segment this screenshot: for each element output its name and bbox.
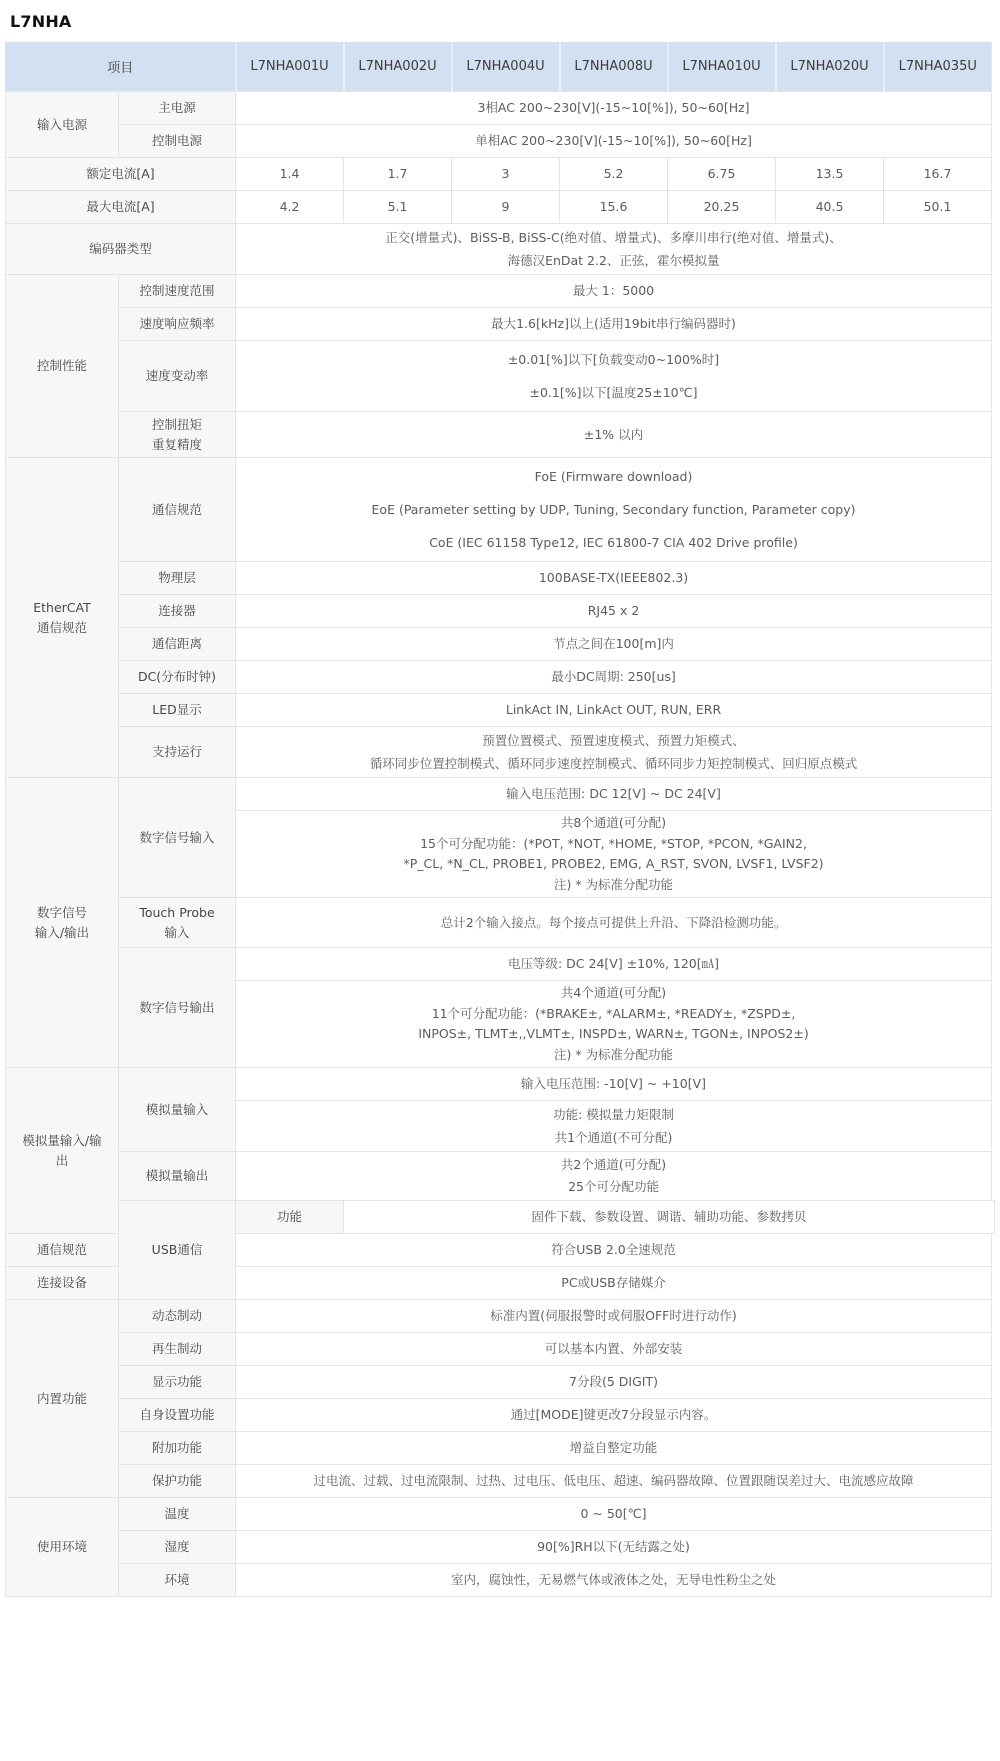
- group-line: 数字信号: [36, 904, 87, 920]
- spec-row: [6, 778, 995, 811]
- spec-row: [6, 1068, 995, 1101]
- row-label-speed-response: 速度响应频率: [119, 308, 236, 341]
- row-value-humidity: 90[%]RH以下(无结露之处): [236, 1531, 992, 1564]
- row-label-regen-brake: 再生制动: [119, 1333, 236, 1366]
- row-value-comm-spec: [236, 458, 992, 562]
- row-label-ambient: 环境: [119, 1564, 236, 1597]
- row-label-main-power: 主电源: [119, 92, 236, 125]
- spec-row: [6, 275, 995, 308]
- column-header-model-002u: L7NHA002U: [344, 42, 452, 92]
- value-line: 注) * 为标准分配功能: [553, 1046, 674, 1062]
- row-label-usb-function: 功能: [236, 1201, 344, 1234]
- value-line: 共4个通道(可分配): [560, 985, 667, 1000]
- row-label-max-current: 最大电流[A]: [6, 191, 236, 224]
- row-value-analog-input-function: [236, 1101, 992, 1152]
- row-value-digital-output-voltage: 电压等级: DC 24[V] ±10%, 120[㎃]: [236, 948, 992, 981]
- row-label-display-function: 显示功能: [119, 1366, 236, 1399]
- value-line: 共8个通道(可分配): [560, 815, 667, 830]
- row-label-dynamic-brake: 动态制动: [119, 1300, 236, 1333]
- spec-row: [6, 727, 995, 778]
- spec-row: [6, 1333, 995, 1366]
- row-value-usb-function: 固件下载、参数设置、调谐、辅助功能、参数拷贝: [344, 1201, 995, 1234]
- rated-current-cell: 13.5: [776, 158, 884, 191]
- row-value-led-display: LinkAct IN, LinkAct OUT, RUN, ERR: [236, 694, 992, 727]
- column-header-model-035u: L7NHA035U: [884, 42, 992, 92]
- row-label-usb-device: 连接设备: [6, 1267, 119, 1300]
- spec-row: [6, 1465, 995, 1498]
- row-value-dynamic-brake: 标准内置(伺服报警时或伺服OFF时进行动作): [236, 1300, 992, 1333]
- group-label-environment: 使用环境: [6, 1498, 119, 1597]
- column-header-model-001u: L7NHA001U: [236, 42, 344, 92]
- row-value-physical-layer: 100BASE-TX(IEEE802.3): [236, 562, 992, 595]
- spec-row: [6, 1152, 995, 1201]
- value-line: INPOS±, TLMT±,,VLMT±, INSPD±, WARN±, TGON±, INPOS2±): [418, 1026, 809, 1041]
- value-line: ±0.01[%]以下[负载变动0~100%时]: [507, 352, 720, 367]
- label-line: 重复精度: [152, 436, 203, 452]
- max-current-cell: 15.6: [560, 191, 668, 224]
- row-value-torque-repeatability: ±1% 以内: [236, 412, 992, 458]
- row-label-connector: 连接器: [119, 595, 236, 628]
- spec-row: [6, 1564, 995, 1597]
- row-label-led-display: LED显示: [119, 694, 236, 727]
- row-label-digital-input: 数字信号输入: [119, 778, 236, 898]
- row-value-speed-variation: [236, 341, 992, 412]
- spec-row: [6, 412, 995, 458]
- max-current-cell: 5.1: [344, 191, 452, 224]
- value-line: FoE (Firmware download): [534, 469, 693, 484]
- value-line: ±0.1[%]以下[温度25±10℃]: [529, 385, 698, 400]
- row-value-usb-device: PC或USB存储媒介: [236, 1267, 992, 1300]
- spec-row: [6, 1201, 995, 1234]
- row-label-control-power: 控制电源: [119, 125, 236, 158]
- group-label-ethercat: [6, 458, 119, 778]
- row-value-display-function: 7分段(5 DIGIT): [236, 1366, 992, 1399]
- row-label-comm-spec: 通信规范: [119, 458, 236, 562]
- spec-row: [6, 308, 995, 341]
- spec-row: [6, 1399, 995, 1432]
- row-label-humidity: 湿度: [119, 1531, 236, 1564]
- value-line: 功能: 模拟量力矩限制: [553, 1107, 674, 1122]
- group-label-digital-io: [6, 778, 119, 1068]
- group-line: 通信规范: [36, 619, 87, 635]
- spec-row: [6, 125, 995, 158]
- row-label-supported-modes: 支持运行: [119, 727, 236, 778]
- group-line: EtherCAT: [33, 599, 91, 615]
- column-header-model-010u: L7NHA010U: [668, 42, 776, 92]
- row-value-speed-range: 最大 1：5000: [236, 275, 992, 308]
- row-label-analog-output: 模拟量输出: [119, 1152, 236, 1201]
- value-line: 正交(增量式)、BiSS-B, BiSS-C(绝对值、增量式)、多摩川串行(绝对值、增量式)、: [385, 230, 842, 245]
- header-row: [6, 42, 995, 92]
- row-value-analog-output: [236, 1152, 992, 1201]
- value-line: 循环同步位置控制模式、循环同步速度控制模式、循环同步力矩控制模式、回归原点模式: [369, 756, 858, 771]
- row-label-dc-clock: DC(分布时钟): [119, 661, 236, 694]
- spec-row: [6, 1300, 995, 1333]
- label-line: 控制扭矩: [152, 416, 203, 432]
- label-line: Touch Probe: [139, 904, 215, 920]
- row-value-regen-brake: 可以基本内置、外部安装: [236, 1333, 992, 1366]
- column-header-model-008u: L7NHA008U: [560, 42, 668, 92]
- spec-row: [6, 562, 995, 595]
- row-value-control-power: 单相AC 200~230[V](-15~10[%]), 50~60[Hz]: [236, 125, 992, 158]
- row-label-torque-repeatability: [119, 412, 236, 458]
- spec-row: [6, 595, 995, 628]
- value-line: 25个可分配功能: [568, 1179, 659, 1194]
- spec-row: [6, 898, 995, 948]
- value-line: EoE (Parameter setting by UDP, Tuning, Secondary function, Parameter copy): [371, 502, 856, 517]
- rated-current-cell: 1.4: [236, 158, 344, 191]
- value-line: 共1个通道(不可分配): [554, 1130, 673, 1145]
- value-line: 11个可分配功能：(*BRAKE±, *ALARM±, *READY±, *ZSPD±,: [431, 1005, 796, 1021]
- group-label-control-performance: 控制性能: [6, 275, 119, 458]
- group-label-builtin: 内置功能: [6, 1300, 119, 1498]
- rated-current-cell: 5.2: [560, 158, 668, 191]
- row-label-speed-range: 控制速度范围: [119, 275, 236, 308]
- spec-row: [6, 1432, 995, 1465]
- rated-current-cell: 3: [452, 158, 560, 191]
- column-header-model-020u: L7NHA020U: [776, 42, 884, 92]
- spec-row: [6, 158, 995, 191]
- value-line: *P_CL, *N_CL, PROBE1, PROBE2, EMG, A_RST, SVON, LVSF1, LVSF2): [403, 856, 824, 871]
- row-label-encoder-type: 编码器类型: [6, 224, 236, 275]
- row-value-touch-probe: 总计2个输入接点。每个接点可提供上升沿、下降沿检测功能。: [236, 898, 992, 948]
- spec-table: [5, 42, 995, 1597]
- row-value-self-setting: 通过[MODE]键更改7分段显示内容。: [236, 1399, 992, 1432]
- row-label-self-setting: 自身设置功能: [119, 1399, 236, 1432]
- row-value-analog-input-voltage: 输入电压范围: -10[V] ~ +10[V]: [236, 1068, 992, 1101]
- row-value-speed-response: 最大1.6[kHz]以上(适用19bit串行编码器时): [236, 308, 992, 341]
- spec-row: [6, 1531, 995, 1564]
- group-line: 模拟量输入/输: [22, 1132, 102, 1148]
- row-value-ambient: 室内，腐蚀性，无易燃气体或液体之处，无导电性粉尘之处: [236, 1564, 992, 1597]
- row-label-comm-distance: 通信距离: [119, 628, 236, 661]
- spec-row: [6, 224, 995, 275]
- row-label-rated-current: 额定电流[A]: [6, 158, 236, 191]
- value-line: 海德汉EnDat 2.2、正弦，霍尔模拟量: [507, 253, 720, 268]
- row-label-physical-layer: 物理层: [119, 562, 236, 595]
- row-value-temperature: 0 ~ 50[℃]: [236, 1498, 992, 1531]
- group-line: 出: [55, 1152, 69, 1168]
- spec-row: [6, 191, 995, 224]
- group-label-usb: USB通信: [119, 1201, 236, 1300]
- row-value-digital-output-channels: [236, 981, 992, 1068]
- max-current-cell: 4.2: [236, 191, 344, 224]
- row-value-dc-clock: 最小DC周期: 250[us]: [236, 661, 992, 694]
- group-label-analog-io: [6, 1068, 119, 1234]
- spec-row: [6, 661, 995, 694]
- row-value-main-power: 3相AC 200~230[V](-15~10[%]), 50~60[Hz]: [236, 92, 992, 125]
- spec-row: [6, 1498, 995, 1531]
- value-line: 15个可分配功能：(*POT, *NOT, *HOME, *STOP, *PCON, *GAIN2,: [420, 835, 807, 851]
- row-label-analog-input: 模拟量输入: [119, 1068, 236, 1152]
- group-line: 输入/输出: [34, 924, 90, 940]
- spec-row: [6, 341, 995, 412]
- max-current-cell: 50.1: [884, 191, 992, 224]
- max-current-cell: 20.25: [668, 191, 776, 224]
- label-line: 输入: [164, 924, 190, 940]
- value-line: 预置位置模式、预置速度模式、预置力矩模式、: [482, 733, 745, 748]
- page-title: L7NHA: [10, 12, 72, 31]
- row-label-protection: 保护功能: [119, 1465, 236, 1498]
- column-header-model-004u: L7NHA004U: [452, 42, 560, 92]
- row-label-touch-probe: [119, 898, 236, 948]
- row-value-encoder-type: [236, 224, 992, 275]
- rated-current-cell: 16.7: [884, 158, 992, 191]
- group-label-input-power: 输入电源: [6, 92, 119, 158]
- rated-current-cell: 1.7: [344, 158, 452, 191]
- row-label-usb-spec: 通信规范: [6, 1234, 119, 1267]
- row-value-comm-distance: 节点之间在100[m]内: [236, 628, 992, 661]
- spec-row: [6, 1366, 995, 1399]
- row-value-digital-input-channels: [236, 811, 992, 898]
- row-label-additional-function: 附加功能: [119, 1432, 236, 1465]
- row-label-temperature: 温度: [119, 1498, 236, 1531]
- spec-row: [6, 694, 995, 727]
- row-value-usb-spec: 符合USB 2.0全速规范: [236, 1234, 992, 1267]
- rated-current-cell: 6.75: [668, 158, 776, 191]
- spec-row: [6, 948, 995, 981]
- column-header-item: 项目: [6, 42, 236, 92]
- max-current-cell: 40.5: [776, 191, 884, 224]
- spec-row: [6, 458, 995, 562]
- row-value-additional-function: 增益自整定功能: [236, 1432, 992, 1465]
- spec-row: [6, 628, 995, 661]
- row-label-digital-output: 数字信号输出: [119, 948, 236, 1068]
- max-current-cell: 9: [452, 191, 560, 224]
- row-value-supported-modes: [236, 727, 992, 778]
- row-value-protection: 过电流、过载、过电流限制、过热、过电压、低电压、超速、编码器故障、位置跟随误差过大、电流感应故障: [236, 1465, 992, 1498]
- value-line: 共2个通道(可分配): [560, 1157, 667, 1172]
- value-line: CoE (IEC 61158 Type12, IEC 61800-7 CIA 402 Drive profile): [429, 535, 798, 550]
- value-line: 注) * 为标准分配功能: [553, 876, 674, 892]
- row-label-speed-variation: 速度变动率: [119, 341, 236, 412]
- row-value-connector: RJ45 x 2: [236, 595, 992, 628]
- row-value-digital-input-voltage: 输入电压范围: DC 12[V] ~ DC 24[V]: [236, 778, 992, 811]
- spec-row: [6, 92, 995, 125]
